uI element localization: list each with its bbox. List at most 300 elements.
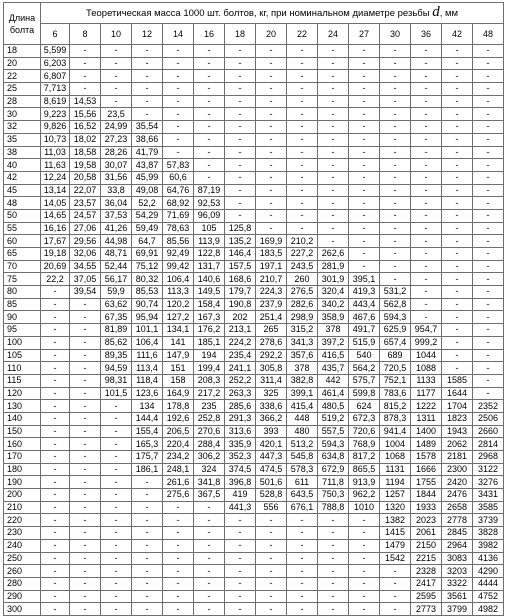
- mass-value-cell: -: [473, 121, 504, 134]
- mass-value-cell: -: [163, 45, 194, 58]
- mass-value-cell: 3083: [442, 552, 473, 565]
- table-row: [4, 324, 504, 337]
- mass-value-cell: 20,58: [70, 171, 101, 184]
- mass-value-cell: -: [411, 70, 442, 83]
- mass-value-cell: -: [225, 159, 256, 172]
- mass-value-cell: -: [70, 387, 101, 400]
- mass-value-cell: -: [349, 197, 380, 210]
- bolt-length-cell: 240: [4, 539, 41, 552]
- bolt-mass-table-container: [3, 2, 504, 616]
- bolt-length-cell: 220: [4, 514, 41, 527]
- mass-value-cell: 75,12: [132, 260, 163, 273]
- mass-value-cell: 366,2: [256, 412, 287, 425]
- mass-value-cell: -: [442, 45, 473, 58]
- mass-value-cell: -: [287, 83, 318, 96]
- mass-value-cell: -: [380, 248, 411, 261]
- mass-value-cell: -: [287, 171, 318, 184]
- mass-value-cell: 125,8: [225, 222, 256, 235]
- mass-value-cell: -: [349, 171, 380, 184]
- mass-value-cell: 480: [287, 425, 318, 438]
- mass-value-cell: -: [41, 603, 70, 616]
- mass-value-cell: -: [318, 209, 349, 222]
- mass-value-cell: -: [380, 95, 411, 108]
- mass-value-cell: -: [411, 184, 442, 197]
- bolt-length-cell: 300: [4, 603, 41, 616]
- mass-value-cell: 1400: [411, 425, 442, 438]
- mass-value-cell: -: [442, 248, 473, 261]
- mass-value-cell: -: [70, 83, 101, 96]
- mass-value-cell: -: [318, 159, 349, 172]
- mass-value-cell: -: [380, 133, 411, 146]
- mass-value-cell: 624: [349, 400, 380, 413]
- table-row: [4, 590, 504, 603]
- mass-value-cell: 657,4: [380, 336, 411, 349]
- mass-value-cell: -: [349, 45, 380, 58]
- mass-value-cell: -: [225, 83, 256, 96]
- mass-value-cell: 2660: [473, 425, 504, 438]
- mass-value-cell: -: [256, 209, 287, 222]
- mass-value-cell: 131,7: [194, 260, 225, 273]
- mass-value-cell: 954,7: [411, 324, 442, 337]
- mass-value-cell: 111,6: [132, 349, 163, 362]
- mass-value-cell: 301,9: [318, 273, 349, 286]
- mass-value-cell: -: [132, 70, 163, 83]
- mass-value-cell: 2150: [411, 539, 442, 552]
- mass-value-cell: 1704: [442, 400, 473, 413]
- mass-value-cell: -: [473, 133, 504, 146]
- mass-value-cell: 18,02: [70, 133, 101, 146]
- mass-value-cell: 435,7: [318, 362, 349, 375]
- mass-value-cell: -: [318, 121, 349, 134]
- mass-value-cell: -: [411, 222, 442, 235]
- mass-value-cell: -: [349, 184, 380, 197]
- bolt-length-cell: 25: [4, 83, 41, 96]
- mass-value-cell: 261,6: [163, 476, 194, 489]
- mass-value-cell: 105: [194, 222, 225, 235]
- mass-value-cell: 96,09: [194, 209, 225, 222]
- mass-value-cell: 305,8: [256, 362, 287, 375]
- mass-value-cell: -: [473, 248, 504, 261]
- mass-value-cell: 643,5: [287, 489, 318, 502]
- mass-value-cell: 101,1: [132, 324, 163, 337]
- mass-value-cell: 146,4: [225, 248, 256, 261]
- mass-value-cell: -: [194, 539, 225, 552]
- mass-value-cell: -: [380, 603, 411, 616]
- mass-value-cell: -: [101, 489, 132, 502]
- mass-value-cell: 281,9: [318, 260, 349, 273]
- mass-value-cell: 913,9: [349, 476, 380, 489]
- mass-value-cell: 374,5: [225, 463, 256, 476]
- mass-value-cell: 1844: [411, 489, 442, 502]
- diameter-header-cell: 8: [70, 24, 101, 45]
- mass-value-cell: 1578: [411, 451, 442, 464]
- mass-value-cell: 241,1: [225, 362, 256, 375]
- mass-value-cell: -: [287, 146, 318, 159]
- mass-value-cell: 1479: [380, 539, 411, 552]
- mass-value-cell: -: [41, 577, 70, 590]
- mass-value-cell: -: [256, 514, 287, 527]
- mass-value-cell: -: [163, 590, 194, 603]
- mass-value-cell: 11,63: [41, 159, 70, 172]
- table-row: [4, 209, 504, 222]
- mass-value-cell: 1311: [411, 412, 442, 425]
- mass-value-cell: 167,3: [194, 311, 225, 324]
- mass-value-cell: -: [349, 57, 380, 70]
- mass-value-cell: 399,1: [287, 387, 318, 400]
- mass-value-cell: -: [256, 121, 287, 134]
- mass-value-cell: 3739: [473, 514, 504, 527]
- mass-value-cell: -: [380, 590, 411, 603]
- mass-value-cell: 3585: [473, 501, 504, 514]
- mass-value-cell: -: [318, 514, 349, 527]
- mass-value-cell: 1010: [349, 501, 380, 514]
- mass-value-cell: -: [101, 539, 132, 552]
- mass-value-cell: -: [101, 45, 132, 58]
- mass-value-cell: 56,17: [101, 273, 132, 286]
- mass-value-cell: 2506: [473, 412, 504, 425]
- mass-value-cell: 32,06: [70, 248, 101, 261]
- table-row: [4, 45, 504, 58]
- mass-value-cell: 515,9: [349, 336, 380, 349]
- mass-value-cell: 1542: [380, 552, 411, 565]
- mass-value-cell: 720,6: [349, 425, 380, 438]
- mass-value-cell: -: [442, 209, 473, 222]
- mass-value-cell: -: [132, 45, 163, 58]
- mass-value-cell: 140,6: [194, 273, 225, 286]
- mass-value-cell: 262,6: [318, 248, 349, 261]
- mass-value-cell: 750,3: [318, 489, 349, 502]
- mass-value-cell: -: [380, 159, 411, 172]
- mass-value-cell: -: [287, 209, 318, 222]
- mass-value-cell: 575,7: [349, 374, 380, 387]
- mass-value-cell: 298,9: [287, 311, 318, 324]
- mass-value-cell: -: [349, 260, 380, 273]
- bolt-length-cell: 20: [4, 57, 41, 70]
- mass-value-cell: 59,49: [132, 222, 163, 235]
- mass-value-cell: 16,52: [70, 121, 101, 134]
- diameter-header-cell: 18: [225, 24, 256, 45]
- mass-value-cell: -: [473, 57, 504, 70]
- mass-value-cell: 480,5: [318, 400, 349, 413]
- mass-value-cell: 1068: [380, 451, 411, 464]
- mass-value-cell: 1088: [411, 362, 442, 375]
- mass-value-cell: -: [256, 552, 287, 565]
- mass-value-cell: -: [473, 83, 504, 96]
- mass-value-cell: -: [411, 133, 442, 146]
- mass-value-cell: -: [41, 387, 70, 400]
- mass-value-cell: 378: [318, 324, 349, 337]
- mass-value-cell: -: [256, 83, 287, 96]
- mass-value-cell: 197,1: [256, 260, 287, 273]
- mass-value-cell: -: [380, 57, 411, 70]
- mass-value-cell: -: [70, 324, 101, 337]
- mass-value-cell: 20,69: [41, 260, 70, 273]
- mass-value-cell: -: [473, 387, 504, 400]
- mass-value-cell: -: [194, 121, 225, 134]
- table-row: [4, 222, 504, 235]
- mass-value-cell: -: [194, 108, 225, 121]
- mass-value-cell: 2061: [411, 527, 442, 540]
- mass-value-cell: -: [287, 95, 318, 108]
- mass-value-cell: -: [256, 197, 287, 210]
- mass-value-cell: -: [473, 209, 504, 222]
- bolt-length-cell: 75: [4, 273, 41, 286]
- mass-value-cell: 3322: [442, 577, 473, 590]
- table-row: [4, 184, 504, 197]
- diameter-symbol: d: [432, 4, 440, 20]
- mass-value-cell: 147,9: [163, 349, 194, 362]
- table-row: [4, 603, 504, 616]
- mass-value-cell: -: [194, 501, 225, 514]
- mass-value-cell: -: [256, 45, 287, 58]
- mass-value-cell: 2181: [442, 451, 473, 464]
- mass-value-cell: -: [70, 514, 101, 527]
- mass-value-cell: -: [256, 171, 287, 184]
- mass-value-cell: 357,6: [287, 349, 318, 362]
- mass-value-cell: 168,6: [225, 273, 256, 286]
- mass-value-cell: 672,9: [318, 463, 349, 476]
- mass-value-cell: -: [70, 349, 101, 362]
- mass-value-cell: 1666: [411, 463, 442, 476]
- mass-value-cell: -: [41, 324, 70, 337]
- mass-value-cell: -: [349, 603, 380, 616]
- bolt-length-cell: 130: [4, 400, 41, 413]
- table-row: [4, 159, 504, 172]
- mass-value-cell: 1133: [411, 374, 442, 387]
- header-title-row: [4, 3, 504, 24]
- mass-value-cell: 237,9: [256, 298, 287, 311]
- mass-value-cell: -: [442, 184, 473, 197]
- mass-value-cell: -: [163, 133, 194, 146]
- mass-value-cell: -: [163, 514, 194, 527]
- mass-value-cell: -: [70, 451, 101, 464]
- mass-value-cell: 2300: [442, 463, 473, 476]
- mass-value-cell: 224,2: [225, 336, 256, 349]
- mass-value-cell: 14,05: [41, 197, 70, 210]
- mass-value-cell: 151: [163, 362, 194, 375]
- mass-value-cell: -: [473, 273, 504, 286]
- mass-value-cell: 118,4: [132, 374, 163, 387]
- mass-value-cell: 382,8: [287, 374, 318, 387]
- mass-value-cell: 1943: [442, 425, 473, 438]
- mass-value-cell: -: [41, 451, 70, 464]
- mass-value-cell: 2420: [442, 476, 473, 489]
- diameter-header-cell: 22: [287, 24, 318, 45]
- mass-value-cell: -: [318, 565, 349, 578]
- mass-value-cell: -: [349, 70, 380, 83]
- mass-value-cell: 67,35: [101, 311, 132, 324]
- mass-value-cell: -: [473, 197, 504, 210]
- mass-value-cell: -: [349, 108, 380, 121]
- mass-value-cell: -: [41, 463, 70, 476]
- mass-value-cell: -: [287, 159, 318, 172]
- table-row: [4, 121, 504, 134]
- mass-value-cell: 9,223: [41, 108, 70, 121]
- mass-value-cell: 122,8: [194, 248, 225, 261]
- mass-value-cell: 210,2: [287, 235, 318, 248]
- mass-value-cell: -: [349, 83, 380, 96]
- diameter-header-cell: 6: [41, 24, 70, 45]
- mass-value-cell: -: [318, 146, 349, 159]
- mass-value-cell: 5,599: [41, 45, 70, 58]
- mass-value-cell: -: [101, 463, 132, 476]
- mass-value-cell: -: [101, 425, 132, 438]
- bolt-length-cell: 170: [4, 451, 41, 464]
- length-header-line2: болта: [9, 24, 35, 35]
- mass-value-cell: 30,07: [101, 159, 132, 172]
- mass-value-cell: 123,6: [132, 387, 163, 400]
- mass-value-cell: -: [287, 45, 318, 58]
- mass-value-cell: -: [101, 400, 132, 413]
- table-row: [4, 171, 504, 184]
- bolt-length-cell: 28: [4, 95, 41, 108]
- mass-value-cell: 2658: [442, 501, 473, 514]
- mass-value-cell: 38,66: [132, 133, 163, 146]
- mass-value-cell: -: [318, 197, 349, 210]
- mass-value-cell: 1755: [411, 476, 442, 489]
- mass-value-cell: -: [225, 603, 256, 616]
- table-row: [4, 438, 504, 451]
- bolt-length-cell: 105: [4, 349, 41, 362]
- mass-value-cell: 474,5: [256, 463, 287, 476]
- mass-value-cell: -: [287, 121, 318, 134]
- table-row: [4, 565, 504, 578]
- mass-value-cell: -: [473, 235, 504, 248]
- mass-value-cell: -: [70, 527, 101, 540]
- mass-value-cell: -: [473, 260, 504, 273]
- mass-value-cell: -: [473, 70, 504, 83]
- mass-value-cell: -: [442, 324, 473, 337]
- table-row: [4, 451, 504, 464]
- mass-value-cell: -: [70, 577, 101, 590]
- mass-value-cell: 36,04: [101, 197, 132, 210]
- mass-value-cell: 292,2: [256, 349, 287, 362]
- mass-value-cell: 208,3: [194, 374, 225, 387]
- mass-value-cell: 594,3: [380, 311, 411, 324]
- mass-value-cell: -: [41, 412, 70, 425]
- mass-value-cell: -: [411, 286, 442, 299]
- bolt-length-cell: 18: [4, 45, 41, 58]
- mass-value-cell: 80,32: [132, 273, 163, 286]
- mass-value-cell: -: [256, 70, 287, 83]
- mass-value-cell: 393: [256, 425, 287, 438]
- mass-value-cell: 134: [132, 400, 163, 413]
- table-row: [4, 387, 504, 400]
- mass-value-cell: 134,1: [163, 324, 194, 337]
- mass-value-cell: 6,203: [41, 57, 70, 70]
- table-row: [4, 514, 504, 527]
- mass-value-cell: -: [41, 425, 70, 438]
- mass-value-cell: -: [101, 552, 132, 565]
- table-row: [4, 146, 504, 159]
- mass-value-cell: 71,69: [163, 209, 194, 222]
- mass-value-cell: -: [194, 527, 225, 540]
- mass-value-cell: 467,6: [349, 311, 380, 324]
- mass-value-cell: -: [442, 159, 473, 172]
- mass-value-cell: -: [442, 57, 473, 70]
- mass-value-cell: -: [70, 590, 101, 603]
- bolt-length-cell: 70: [4, 260, 41, 273]
- mass-value-cell: 2023: [411, 514, 442, 527]
- mass-value-cell: -: [318, 171, 349, 184]
- mass-value-cell: -: [318, 527, 349, 540]
- mass-value-cell: 788,8: [318, 501, 349, 514]
- mass-value-cell: -: [442, 362, 473, 375]
- mass-value-cell: 540: [349, 349, 380, 362]
- table-row: [4, 374, 504, 387]
- mass-value-cell: 672,3: [349, 412, 380, 425]
- mass-value-cell: -: [287, 577, 318, 590]
- mass-value-cell: -: [132, 57, 163, 70]
- mass-value-cell: -: [101, 590, 132, 603]
- mass-value-cell: -: [101, 527, 132, 540]
- mass-value-cell: -: [318, 57, 349, 70]
- mass-value-cell: -: [101, 70, 132, 83]
- mass-value-cell: 397,2: [318, 336, 349, 349]
- mass-value-cell: -: [287, 222, 318, 235]
- mass-value-cell: -: [256, 184, 287, 197]
- table-row: [4, 298, 504, 311]
- bolt-length-cell: 48: [4, 197, 41, 210]
- mass-value-cell: 396,8: [225, 476, 256, 489]
- mass-value-cell: 22,2: [41, 273, 70, 286]
- mass-value-cell: 127,2: [163, 311, 194, 324]
- diameter-header-row: [4, 24, 504, 45]
- mass-value-cell: -: [70, 501, 101, 514]
- mass-value-cell: 2595: [411, 590, 442, 603]
- mass-value-cell: -: [101, 476, 132, 489]
- mass-value-cell: 263,3: [225, 387, 256, 400]
- mass-value-cell: -: [442, 121, 473, 134]
- mass-value-cell: 315,2: [287, 324, 318, 337]
- mass-value-cell: -: [349, 514, 380, 527]
- mass-value-cell: 92,49: [163, 248, 194, 261]
- mass-value-cell: 378: [287, 362, 318, 375]
- mass-value-cell: -: [225, 57, 256, 70]
- table-row: [4, 311, 504, 324]
- mass-value-cell: -: [225, 45, 256, 58]
- diameter-header-cell: 12: [132, 24, 163, 45]
- mass-value-cell: 2845: [442, 527, 473, 540]
- mass-value-cell: 113,4: [132, 362, 163, 375]
- mass-value-cell: -: [70, 45, 101, 58]
- mass-value-cell: 234,2: [163, 451, 194, 464]
- diameter-header-cell: 36: [411, 24, 442, 45]
- table-row: [4, 95, 504, 108]
- mass-value-cell: 39,54: [70, 286, 101, 299]
- mass-value-cell: -: [194, 514, 225, 527]
- mass-value-cell: 251,4: [256, 311, 287, 324]
- mass-value-cell: 52,2: [132, 197, 163, 210]
- table-row: [4, 336, 504, 349]
- mass-value-cell: 45,99: [132, 171, 163, 184]
- mass-value-cell: 190,8: [225, 298, 256, 311]
- mass-value-cell: -: [163, 57, 194, 70]
- mass-value-cell: -: [349, 95, 380, 108]
- mass-value-cell: -: [225, 146, 256, 159]
- mass-value-cell: 164,9: [163, 387, 194, 400]
- mass-value-cell: -: [194, 45, 225, 58]
- mass-value-cell: 64,7: [132, 235, 163, 248]
- mass-value-cell: -: [41, 527, 70, 540]
- mass-value-cell: 545,8: [287, 451, 318, 464]
- mass-value-cell: 27,23: [101, 133, 132, 146]
- mass-value-cell: -: [132, 476, 163, 489]
- mass-value-cell: 335,9: [225, 438, 256, 451]
- mass-value-cell: 85,56: [163, 235, 194, 248]
- mass-value-cell: -: [132, 577, 163, 590]
- mass-value-cell: 501,6: [256, 476, 287, 489]
